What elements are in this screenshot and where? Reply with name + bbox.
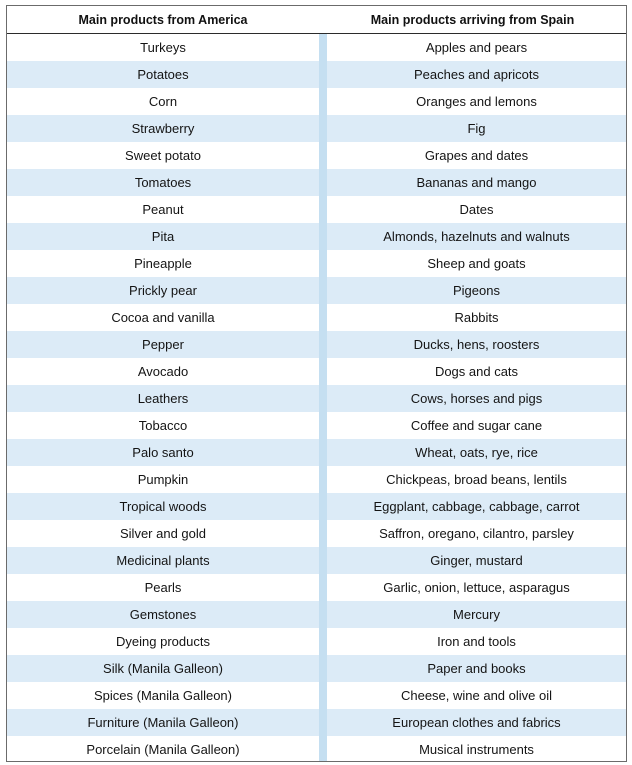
table-row bbox=[7, 655, 626, 682]
cell-spain-product: Sheep and goats bbox=[427, 256, 526, 271]
table-row bbox=[7, 466, 626, 493]
table-row bbox=[7, 736, 626, 762]
cell-spain-product: Dates bbox=[459, 202, 494, 217]
column-separator bbox=[319, 601, 327, 628]
column-separator bbox=[319, 34, 327, 61]
cell-america-product: Pearls bbox=[144, 580, 182, 595]
column-separator bbox=[319, 439, 327, 466]
table-row bbox=[7, 385, 626, 412]
table-row bbox=[7, 439, 626, 466]
cell-spain-product: Almonds, hazelnuts and walnuts bbox=[383, 229, 570, 244]
cell-america-product: Pineapple bbox=[134, 256, 192, 271]
cell-america-product: Pumpkin bbox=[137, 472, 189, 487]
table-row bbox=[7, 493, 626, 520]
table-row bbox=[7, 331, 626, 358]
cell-america-product: Avocado bbox=[137, 364, 189, 379]
cell-america-product: Gemstones bbox=[129, 607, 197, 622]
cell-america-product: Peanut bbox=[142, 202, 184, 217]
cell-spain-product: Bananas and mango bbox=[416, 175, 537, 190]
column-separator bbox=[319, 331, 327, 358]
table-row bbox=[7, 277, 626, 304]
table-row bbox=[7, 61, 626, 88]
cell-america-product: Strawberry bbox=[131, 121, 195, 136]
column-separator bbox=[319, 304, 327, 331]
cell-america-product: Medicinal plants bbox=[116, 553, 210, 568]
column-separator bbox=[319, 655, 327, 682]
column-separator bbox=[319, 115, 327, 142]
column-separator bbox=[319, 385, 327, 412]
cell-america-product: Pepper bbox=[142, 337, 184, 352]
column-separator bbox=[319, 520, 327, 547]
table-row bbox=[7, 628, 626, 655]
table-row bbox=[7, 304, 626, 331]
column-separator bbox=[319, 493, 327, 520]
cell-spain-product: Eggplant, cabbage, cabbage, carrot bbox=[373, 499, 580, 514]
cell-america-product: Silk (Manila Galleon) bbox=[103, 661, 223, 676]
cell-spain-product: Iron and tools bbox=[437, 634, 516, 649]
cell-spain-product: Pigeons bbox=[453, 283, 500, 298]
table-row bbox=[7, 250, 626, 277]
cell-america-product: Leathers bbox=[137, 391, 189, 406]
cell-america-product: Porcelain (Manila Galleon) bbox=[86, 742, 240, 757]
cell-america-product: Sweet potato bbox=[125, 148, 201, 163]
cell-spain-product: Mercury bbox=[453, 607, 500, 622]
table-row bbox=[7, 547, 626, 574]
table-body bbox=[7, 34, 626, 762]
cell-spain-product: Wheat, oats, rye, rice bbox=[415, 445, 538, 460]
column-separator bbox=[319, 736, 327, 762]
column-separator bbox=[319, 682, 327, 709]
table-row bbox=[7, 412, 626, 439]
column-separator bbox=[319, 709, 327, 736]
cell-spain-product: Cows, horses and pigs bbox=[410, 391, 543, 406]
table-row bbox=[7, 142, 626, 169]
table-header-row bbox=[7, 6, 626, 34]
column-separator bbox=[319, 142, 327, 169]
cell-spain-product: Saffron, oregano, cilantro, parsley bbox=[379, 526, 574, 541]
cell-america-product: Silver and gold bbox=[120, 526, 206, 541]
cell-spain-product: Rabbits bbox=[454, 310, 499, 325]
cell-america-product: Furniture (Manila Galleon) bbox=[87, 715, 239, 730]
header-america: Main products from America bbox=[78, 12, 248, 27]
column-separator bbox=[319, 196, 327, 223]
cell-spain-product: Apples and pears bbox=[425, 40, 528, 55]
table-row bbox=[7, 169, 626, 196]
column-separator bbox=[319, 277, 327, 304]
column-separator bbox=[319, 169, 327, 196]
table-row bbox=[7, 358, 626, 385]
cell-spain-product: Peaches and apricots bbox=[413, 67, 540, 82]
cell-spain-product: Oranges and lemons bbox=[416, 94, 537, 109]
cell-america-product: Tobacco bbox=[138, 418, 188, 433]
column-separator bbox=[319, 223, 327, 250]
table-row bbox=[7, 574, 626, 601]
column-separator bbox=[319, 628, 327, 655]
cell-spain-product: Ducks, hens, roosters bbox=[413, 337, 540, 352]
cell-america-product: Prickly pear bbox=[129, 283, 197, 298]
cell-spain-product: Cheese, wine and olive oil bbox=[400, 688, 553, 703]
cell-spain-product: Fig bbox=[467, 121, 486, 136]
column-separator bbox=[319, 547, 327, 574]
cell-spain-product: Dogs and cats bbox=[434, 364, 519, 379]
cell-spain-product: Paper and books bbox=[427, 661, 526, 676]
table-row bbox=[7, 682, 626, 709]
table-row bbox=[7, 34, 626, 61]
cell-america-product: Tomatoes bbox=[134, 175, 192, 190]
column-separator bbox=[319, 250, 327, 277]
table-row bbox=[7, 223, 626, 250]
cell-spain-product: Coffee and sugar cane bbox=[410, 418, 543, 433]
cell-america-product: Corn bbox=[148, 94, 178, 109]
table-row bbox=[7, 196, 626, 223]
cell-spain-product: Musical instruments bbox=[419, 742, 534, 757]
column-separator bbox=[319, 88, 327, 115]
cell-america-product: Cocoa and vanilla bbox=[111, 310, 215, 325]
cell-america-product: Potatoes bbox=[137, 67, 189, 82]
cell-america-product: Palo santo bbox=[132, 445, 194, 460]
cell-spain-product: Ginger, mustard bbox=[430, 553, 523, 568]
column-separator bbox=[319, 61, 327, 88]
header-spain: Main products arriving from Spain bbox=[370, 12, 575, 27]
cell-america-product: Spices (Manila Galleon) bbox=[93, 688, 232, 703]
table-row bbox=[7, 520, 626, 547]
column-separator bbox=[319, 358, 327, 385]
cell-america-product: Dyeing products bbox=[116, 634, 210, 649]
column-separator bbox=[319, 466, 327, 493]
products-table bbox=[6, 5, 627, 762]
cell-spain-product: Garlic, onion, lettuce, asparagus bbox=[383, 580, 570, 595]
table-row bbox=[7, 88, 626, 115]
column-separator bbox=[319, 412, 327, 439]
cell-spain-product: Chickpeas, broad beans, lentils bbox=[386, 472, 567, 487]
table-row bbox=[7, 601, 626, 628]
table-row bbox=[7, 709, 626, 736]
cell-spain-product: European clothes and fabrics bbox=[392, 715, 561, 730]
cell-america-product: Tropical woods bbox=[119, 499, 207, 514]
table-row bbox=[7, 115, 626, 142]
cell-america-product: Pita bbox=[151, 229, 175, 244]
cell-spain-product: Grapes and dates bbox=[424, 148, 529, 163]
column-separator bbox=[319, 574, 327, 601]
cell-america-product: Turkeys bbox=[140, 40, 186, 55]
